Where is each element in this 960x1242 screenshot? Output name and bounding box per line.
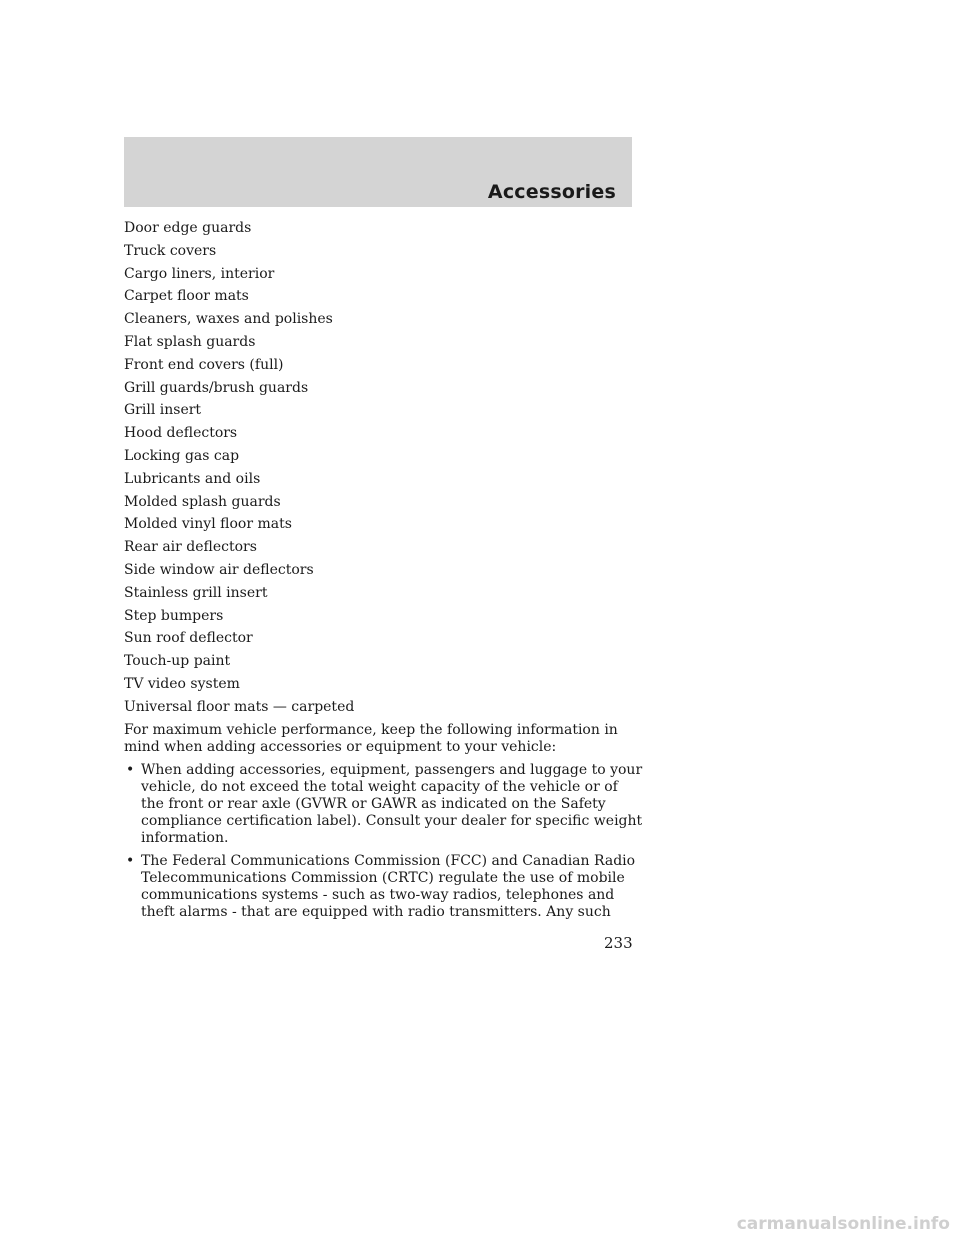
list-item: Hood deflectors [124,425,238,442]
bullet-item [124,853,644,921]
list-item: Front end covers (full) [124,356,284,373]
watermark-link[interactable]: carmanualsonline.info [736,1214,950,1234]
list-item: Molded splash guards [124,493,281,510]
list-item: Side window air deflectors [124,561,314,578]
list-item: Truck covers [124,242,217,259]
list-item: Molded vinyl floor mats [124,516,292,533]
section-header-band [124,137,632,207]
list-item: Carpet floor mats [124,288,249,305]
page-number: 233 [604,934,633,952]
list-item: Rear air deflectors [124,539,257,556]
list-item: Grill insert [124,402,202,419]
list-item: Flat splash guards [124,333,256,350]
list-item: TV video system [124,675,240,692]
list-item: Stainless grill insert [124,584,268,601]
list-item: Cargo liners, interior [124,265,275,282]
list-item: Step bumpers [124,607,224,624]
bullet-text: The Federal Communications Commission (FCC) and Canadian Radio Telecommunications Commission (CRTC) regulate the use of mobile communications systems - such as two-way radios, telephones and theft alarms - that are equipped with radio transmitters. Any such [141,852,636,920]
section-title: Accessories [487,181,616,203]
intro-paragraph: For maximum vehicle performance, keep the following information in mind when adding accessories or equipment to your vehicle: [124,721,618,755]
bullet-item [124,762,644,847]
accessory-list [124,220,644,716]
list-item: Locking gas cap [124,447,240,464]
bullet-text: When adding accessories, equipment, passengers and luggage to your vehicle, do not exceed the total weight capacity of the vehicle or of the front or rear axle (GVWR or GAWR as indicated on the Safety compliance certification label). Consult your dealer for specific weight information. [141,761,643,846]
list-item: Sun roof deflector [124,630,253,647]
list-item: Cleaners, waxes and polishes [124,311,333,328]
list-item: Lubricants and oils [124,470,261,487]
list-item: Touch-up paint [124,653,231,670]
page-content [124,220,644,927]
list-item: Door edge guards [124,220,252,236]
bullet-icon: • [126,761,135,778]
bullet-icon: • [126,852,135,869]
list-item: Universal floor mats — carpeted [124,698,355,715]
list-item: Grill guards/brush guards [124,379,309,396]
